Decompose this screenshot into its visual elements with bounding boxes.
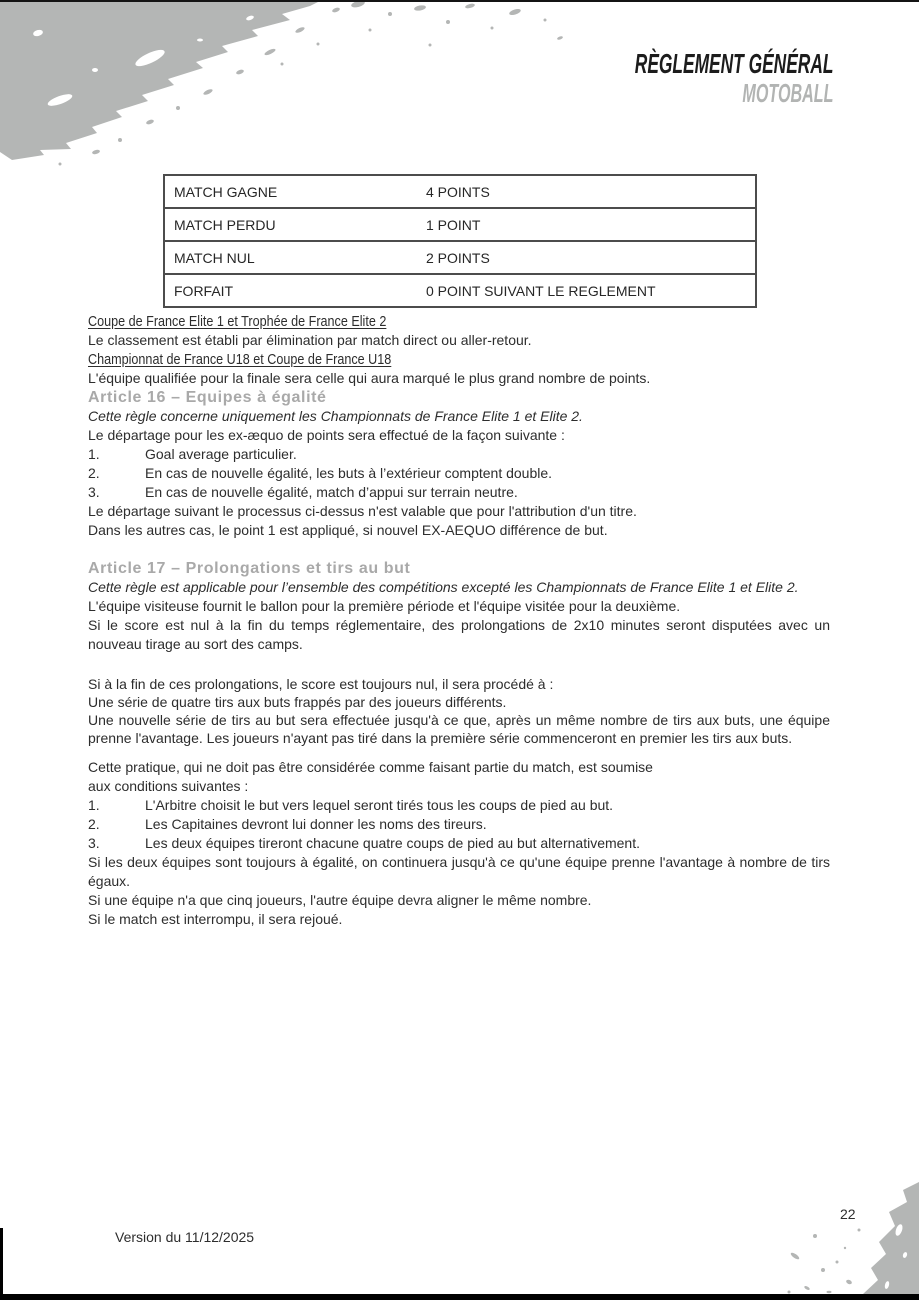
list-item [88, 483, 830, 502]
points-table [163, 174, 757, 308]
points-table-label: MATCH GAGNE [174, 183, 278, 200]
page-edge-left [0, 1228, 3, 1300]
document-header [513, 50, 833, 106]
section-heading-coupe [88, 312, 830, 331]
article16-note: Le départage suivant le processus ci-dessus n'est valable que pour l'attribution d'un titre. [88, 503, 637, 519]
page-edge-top [0, 0, 919, 2]
points-table-value: 2 POINTS [425, 241, 756, 274]
list-item-number: 1. [88, 797, 100, 813]
points-table-label: FORFAIT [164, 274, 425, 307]
list-item-number: 2. [88, 816, 100, 832]
list-item-number: 3. [88, 835, 100, 851]
article16-lead: Le départage pour les ex-æquo de points sera effectué de la façon suivante : [88, 427, 565, 443]
points-table-label: MATCH PERDU [164, 208, 425, 241]
article17-shootout-block [88, 675, 830, 747]
article17-overtime-rule: Si le score est nul à la fin du temps réglementaire, des prolongations de 2x10 minutes seront disputées avec un nouveau tirage au sort des camps. [88, 617, 830, 652]
article17-five-players-rule: Si une équipe n'a que cinq joueurs, l'autre équipe devra aligner le même nombre. [88, 892, 592, 908]
version-label: Version du 11/12/2025 [115, 1229, 255, 1245]
list-item-text: Les Capitaines devront lui donner les noms des tireurs. [145, 816, 487, 832]
paragraph-coupe: Le classement est établi par élimination par match direct ou aller-retour. [88, 332, 532, 348]
page-edge-bottom [0, 1294, 919, 1300]
points-table-label: MATCH NUL [164, 241, 425, 274]
article17-title: Article 17 – Prolongations et tirs au but [88, 560, 411, 577]
points-table-value: 4 POINTS [426, 183, 490, 200]
list-item-text: L'Arbitre choisit le but vers lequel seront tirés tous les coups de pied au but. [145, 797, 614, 813]
document-subtitle: MOTOBALL [741, 78, 833, 108]
document-title: RÈGLEMENT GÉNÉRAL [634, 48, 833, 79]
list-item-number: 2. [88, 465, 100, 481]
list-item [88, 834, 830, 853]
list-item [88, 445, 830, 464]
paragraph-u18: L'équipe qualifiée pour la finale sera celle qui aura marqué le plus grand nombre de points. [88, 370, 651, 386]
list-item [88, 815, 830, 834]
conditions-intro-line1: Cette pratique, qui ne doit pas être considérée comme faisant partie du match, est soumise [88, 759, 653, 775]
article17-conditions-list [88, 796, 830, 853]
list-item [88, 464, 830, 483]
article17-intro: Cette règle est applicable pour l’ensemble des compétitions excepté les Championnats de France Elite 1 et Elite 2. [88, 579, 799, 595]
document-body [88, 312, 830, 929]
article17-conditions-intro [88, 758, 830, 796]
grunge-texture-top-left [0, 0, 580, 170]
list-item-text: En cas de nouvelle égalité, match d’appui sur terrain neutre. [145, 484, 518, 500]
points-table-value: 0 POINT SUIVANT LE REGLEMENT [425, 274, 756, 307]
page-number: 22 [840, 1206, 856, 1222]
article17-equality-rule: Si les deux équipes sont toujours à égalité, on continuera jusqu'à ce qu'une équipe prenne l'avantage à nombre de tirs égaux. [88, 854, 830, 889]
article17-shootout-intro: Si à la fin de ces prolongations, le score est toujours nul, il sera procédé à : [88, 676, 554, 692]
section-heading-coupe-text: Coupe de France Elite 1 et Trophée de France Elite 2 [88, 313, 387, 330]
article16-title: Article 16 – Equipes à égalité [88, 389, 327, 406]
section-heading-u18 [88, 350, 830, 369]
list-item-text: Goal average particulier. [145, 446, 297, 462]
table-row [164, 241, 756, 274]
article17-shootout-continuation: Une nouvelle série de tirs au but sera effectuée jusqu'à ce que, après un même nombre de tirs aux buts, une équipe prenne l'avantage. Les joueurs n'ayant pas tiré dans la première série commenceront en premier les tirs aux buts. [88, 712, 830, 746]
section-heading-u18-text: Championnat de France U18 et Coupe de France U18 [88, 351, 392, 368]
article17-replay-rule: Si le match est interrompu, il sera rejoué. [88, 911, 343, 927]
article16-intro: Cette règle concerne uniquement les Championnats de France Elite 1 et Elite 2. [88, 408, 583, 424]
points-table-value: 1 POINT [425, 208, 756, 241]
article17-ball-rule: L'équipe visiteuse fournit le ballon pour la première période et l'équipe visitée pour la deuxième. [88, 598, 681, 614]
table-row [164, 175, 756, 208]
list-item-number: 1. [88, 446, 100, 462]
list-item-number: 3. [88, 484, 100, 500]
conditions-intro-line2: aux conditions suivantes : [88, 778, 249, 794]
list-item [88, 796, 830, 815]
table-row [164, 208, 756, 241]
article16-other-cases: Dans les autres cas, le point 1 est appliqué, si nouvel EX-AEQUO différence de but. [88, 522, 608, 538]
list-item-text: Les deux équipes tireront chacune quatre coups de pied au but alternativement. [145, 835, 640, 851]
article17-shootout-series: Une série de quatre tirs aux buts frappés par des joueurs différents. [88, 694, 507, 710]
article16-list [88, 445, 830, 502]
list-item-text: En cas de nouvelle égalité, les buts à l’extérieur comptent double. [145, 465, 553, 481]
table-row [164, 274, 756, 307]
